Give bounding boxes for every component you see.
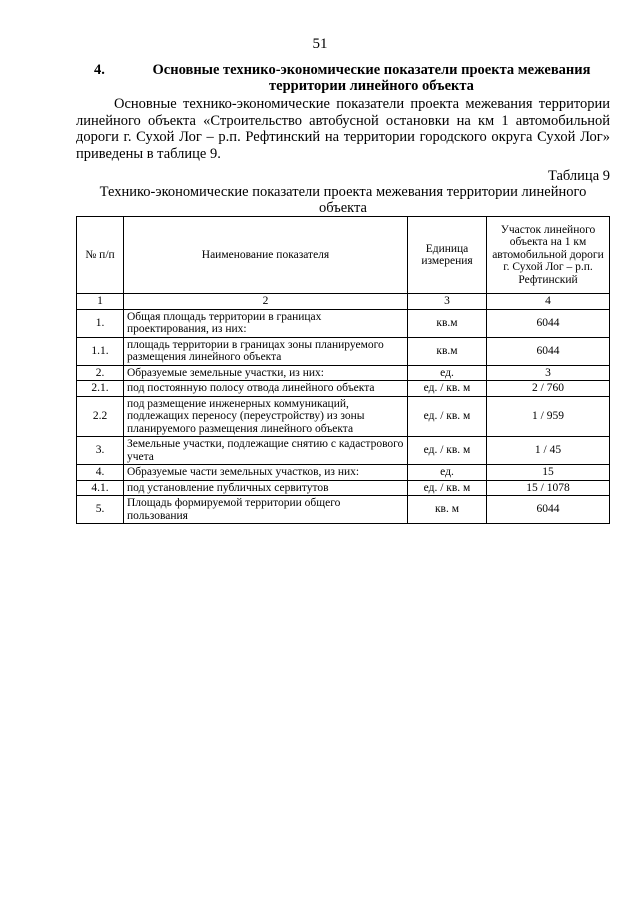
row-num: 4. <box>77 465 124 481</box>
row-num: 1.1. <box>77 337 124 365</box>
table-row <box>77 465 610 481</box>
row-name: Образуемые части земельных участков, из них: <box>124 465 408 481</box>
indicators-table <box>76 216 610 524</box>
section-title: Основные технико-экономические показатели проекта межевания территории линейного объекта <box>152 62 591 94</box>
index-cell: 2 <box>124 294 408 310</box>
row-unit: кв.м <box>408 309 487 337</box>
header-name: Наименование показателя <box>124 217 408 294</box>
table-header-row <box>77 217 610 294</box>
header-value: Участок линейного объекта на 1 км автомобильной дороги г. Сухой Лог – р.п. Рефтинский <box>487 217 610 294</box>
row-value: 1 / 45 <box>487 437 610 465</box>
row-name: Земельные участки, подлежащие снятию с кадастрового учета <box>124 437 408 465</box>
table-row <box>77 337 610 365</box>
section-heading <box>76 62 610 94</box>
row-unit: ед. <box>408 365 487 381</box>
table-row <box>77 396 610 437</box>
row-unit: ед. <box>408 465 487 481</box>
row-value: 15 <box>487 465 610 481</box>
index-cell: 3 <box>408 294 487 310</box>
table-row <box>77 365 610 381</box>
table-caption: Технико-экономические показатели проекта межевания территории линейного объекта <box>99 184 587 216</box>
row-value: 6044 <box>487 496 610 524</box>
row-num: 1. <box>77 309 124 337</box>
table-row <box>77 480 610 496</box>
row-value: 1 / 959 <box>487 396 610 437</box>
row-unit: кв. м <box>408 496 487 524</box>
row-num: 3. <box>77 437 124 465</box>
row-value: 15 / 1078 <box>487 480 610 496</box>
row-num: 4.1. <box>77 480 124 496</box>
row-num: 5. <box>77 496 124 524</box>
table-row <box>77 309 610 337</box>
row-name: Площадь формируемой территории общего пользования <box>124 496 408 524</box>
table-label: Таблица 9 <box>547 168 610 184</box>
row-unit: ед. / кв. м <box>408 480 487 496</box>
header-num: № п/п <box>77 217 124 294</box>
row-value: 3 <box>487 365 610 381</box>
row-name: под постоянную полосу отвода линейного объекта <box>124 381 408 397</box>
row-name: под установление публичных сервитутов <box>124 480 408 496</box>
row-name: Общая площадь территории в границах проектирования, из них: <box>124 309 408 337</box>
index-cell: 4 <box>487 294 610 310</box>
row-num: 2. <box>77 365 124 381</box>
index-cell: 1 <box>77 294 124 310</box>
intro-paragraph: Основные технико-экономические показатели проекта межевания территории линейного объекта «Строительство автобусной остановки на км 1 автомобильной дороги г. Сухой Лог – р.п. Рефтинский на территории городского округа Сухой Лог» приведены в таблице 9. <box>76 96 610 162</box>
row-num: 2.1. <box>77 381 124 397</box>
column-index-row <box>77 294 610 310</box>
page-number: 51 <box>312 36 328 52</box>
row-num: 2.2 <box>77 396 124 437</box>
row-name: площадь территории в границах зоны планируемого размещения линейного объекта <box>124 337 408 365</box>
section-number: 4. <box>94 62 105 78</box>
table-row <box>77 496 610 524</box>
row-value: 6044 <box>487 309 610 337</box>
row-value: 6044 <box>487 337 610 365</box>
row-unit: ед. / кв. м <box>408 381 487 397</box>
row-unit: ед. / кв. м <box>408 437 487 465</box>
table-row <box>77 437 610 465</box>
row-value: 2 / 760 <box>487 381 610 397</box>
row-unit: ед. / кв. м <box>408 396 487 437</box>
header-unit: Единица измерения <box>408 217 487 294</box>
row-name: под размещение инженерных коммуникаций, подлежащих переносу (переустройству) из зоны планируемого размещения линейного объекта <box>124 396 408 437</box>
row-name: Образуемые земельные участки, из них: <box>124 365 408 381</box>
table-row <box>77 381 610 397</box>
row-unit: кв.м <box>408 337 487 365</box>
